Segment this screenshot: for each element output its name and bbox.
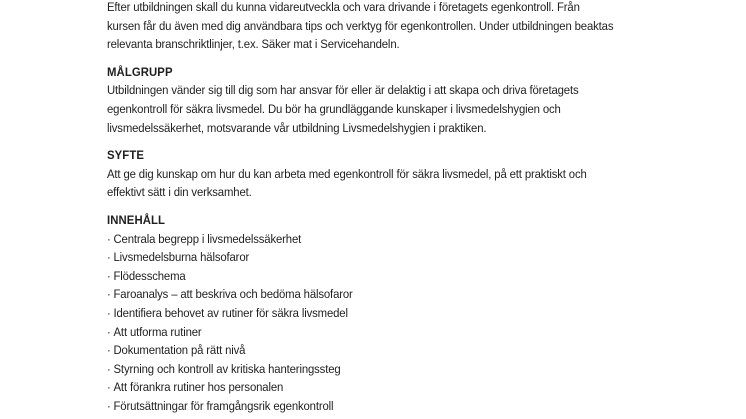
list-item (107, 304, 628, 323)
bullet-icon: · (107, 305, 111, 320)
syfte-line: effektivt sätt i din verksamhet. (107, 185, 252, 200)
list-item (107, 360, 628, 379)
bullet-icon: · (107, 268, 111, 283)
bullet-icon: · (107, 324, 111, 339)
malgrupp-line: Utbildningen vänder sig till dig som har ansvar för eller är delaktig i att skapa och driva företagets (107, 83, 579, 98)
bullet-icon: · (107, 380, 111, 395)
list-item (107, 323, 628, 342)
intro-line: kursen får du även med dig användbara tips och verktyg för egenkontrollen. Under utbildningen beaktas (107, 18, 614, 33)
list-item (107, 341, 628, 360)
list-item (107, 267, 628, 286)
section-malgrupp (107, 63, 627, 137)
list-item (107, 230, 628, 249)
section-innehall (107, 211, 627, 416)
list-item-text: Förutsättningar för framgångsrik egenkontroll (113, 398, 334, 413)
document-page (107, 0, 627, 415)
innehall-list (107, 230, 627, 416)
list-item-text: Att utforma rutiner (113, 324, 202, 339)
syfte-line: Att ge dig kunskap om hur du kan arbeta med egenkontroll för säkra livsmedel, på ett praktiskt och (107, 166, 587, 181)
section-syfte (107, 146, 627, 202)
list-item-text: Faroanalys – att beskriva och bedöma hälsofaror (113, 287, 353, 302)
list-item-text: Identifiera behovet av rutiner för säkra livsmedel (113, 305, 348, 320)
innehall-heading: INNEHÅLL (107, 212, 166, 227)
intro-line: Efter utbildningen skall du kunna vidareutveckla och vara drivande i företagets egenkontroll. Från (107, 0, 580, 14)
syfte-heading: SYFTE (107, 148, 144, 163)
list-item-text: Centrala begrepp i livsmedelssäkerhet (113, 231, 302, 246)
malgrupp-line: livsmedelssäkerhet, motsvarande vår utbildning Livsmedelshygien i praktiken. (107, 120, 487, 135)
bullet-icon: · (107, 343, 111, 358)
list-item (107, 285, 628, 304)
list-item-text: Styrning och kontroll av kritiska hanteringssteg (113, 361, 341, 376)
list-item-text: Flödesschema (113, 268, 186, 283)
list-item (107, 378, 628, 397)
intro-paragraph (107, 0, 627, 54)
bullet-icon: · (107, 250, 111, 265)
list-item-text: Att förankra rutiner hos personalen (113, 380, 284, 395)
bullet-icon: · (107, 361, 111, 376)
bullet-icon: · (107, 287, 111, 302)
list-item (107, 248, 628, 267)
malgrupp-heading: MÅLGRUPP (107, 64, 173, 79)
intro-line: relevanta branschriktlinjer, t.ex. Säker mat i Servicehandeln. (107, 37, 400, 52)
malgrupp-line: egenkontroll för säkra livsmedel. Du bör ha grundläggande kunskaper i livsmedelshygien och (107, 101, 561, 116)
list-item-text: Livsmedelsburna hälsofaror (113, 250, 250, 265)
bullet-icon: · (107, 231, 111, 246)
list-item-text: Dokumentation på rätt nivå (113, 343, 246, 358)
bullet-icon: · (107, 398, 111, 413)
list-item (107, 397, 628, 416)
